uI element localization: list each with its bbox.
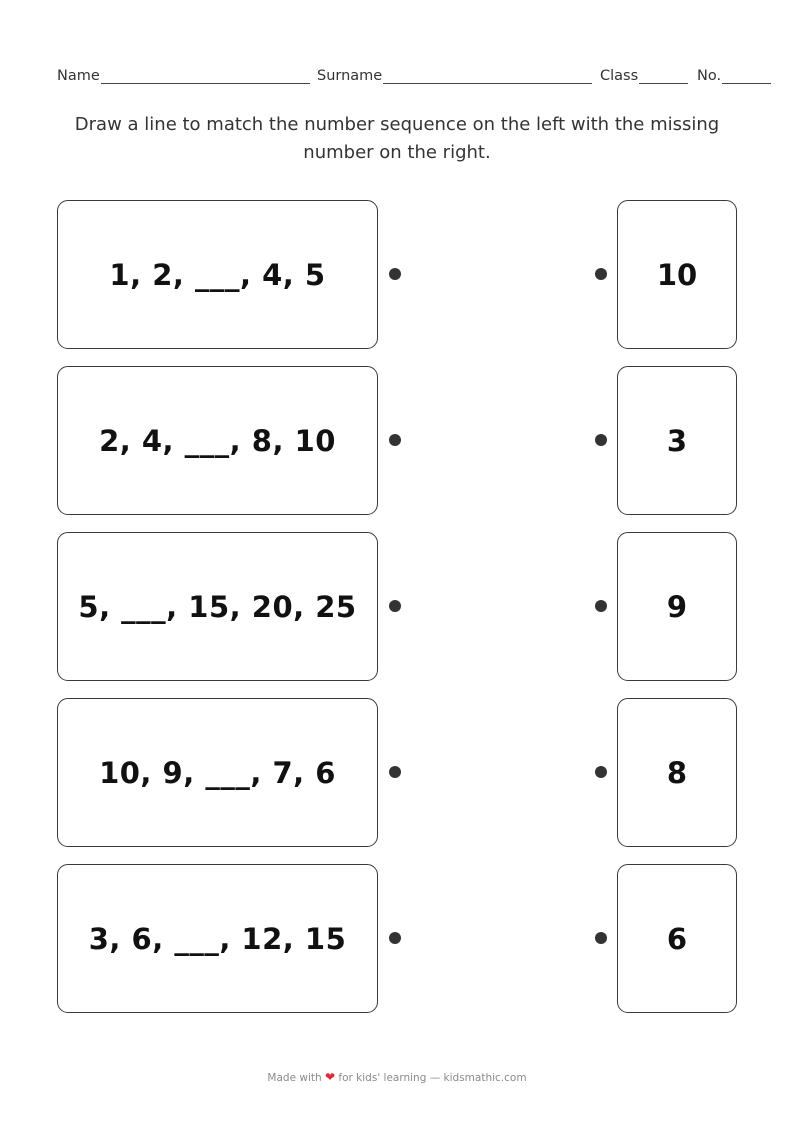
- sequence-box: [57, 698, 378, 847]
- sequence-box: [57, 532, 378, 681]
- class-field[interactable]: [600, 68, 688, 84]
- class-label: Class: [600, 68, 639, 84]
- heart-icon: ❤: [325, 1070, 336, 1084]
- sequence-connector-dot[interactable]: [389, 600, 401, 612]
- sequence-text: 3, 6, ___, 12, 15: [88, 921, 347, 956]
- answer-text: 9: [666, 589, 688, 624]
- sequence-text: 5, ___, 15, 20, 25: [78, 589, 357, 624]
- answer-text: 8: [666, 755, 688, 790]
- sequence-connector-dot[interactable]: [389, 268, 401, 280]
- sequence-connector-dot[interactable]: [389, 932, 401, 944]
- answer-text: 6: [666, 921, 688, 956]
- instructions: Draw a line to match the number sequence on the left with the missing number on the right.: [74, 114, 720, 163]
- student-info-header: [57, 68, 773, 88]
- sequence-connector-dot[interactable]: [389, 434, 401, 446]
- answer-connector-dot[interactable]: [595, 600, 607, 612]
- sequence-text: 10, 9, ___, 7, 6: [99, 755, 336, 790]
- name-field[interactable]: [57, 68, 310, 84]
- answer-box: [617, 366, 737, 515]
- footer-credit: for kids' learning — kidsmathic.com: [338, 1072, 527, 1084]
- sequence-box: [57, 200, 378, 349]
- number-field[interactable]: [697, 68, 771, 84]
- answer-box: [617, 532, 737, 681]
- answer-box: [617, 200, 737, 349]
- answer-connector-dot[interactable]: [595, 268, 607, 280]
- answer-connector-dot[interactable]: [595, 434, 607, 446]
- surname-field[interactable]: [317, 68, 592, 84]
- answer-connector-dot[interactable]: [595, 766, 607, 778]
- answer-text: 3: [666, 423, 688, 458]
- footer: [0, 1070, 794, 1084]
- sequence-text: 1, 2, ___, 4, 5: [109, 257, 326, 292]
- answer-text: 10: [656, 257, 698, 292]
- answer-connector-dot[interactable]: [595, 932, 607, 944]
- name-label: Name: [57, 68, 100, 84]
- number-label: No.: [697, 68, 722, 84]
- sequence-connector-dot[interactable]: [389, 766, 401, 778]
- number-line[interactable]: [722, 83, 771, 84]
- surname-line[interactable]: [383, 83, 592, 84]
- class-line[interactable]: [639, 83, 688, 84]
- footer-made-with: Made with: [267, 1072, 322, 1084]
- sequence-box: [57, 864, 378, 1013]
- surname-label: Surname: [317, 68, 383, 84]
- name-line[interactable]: [101, 83, 310, 84]
- sequence-text: 2, 4, ___, 8, 10: [99, 423, 336, 458]
- sequence-box: [57, 366, 378, 515]
- answer-box: [617, 698, 737, 847]
- answer-box: [617, 864, 737, 1013]
